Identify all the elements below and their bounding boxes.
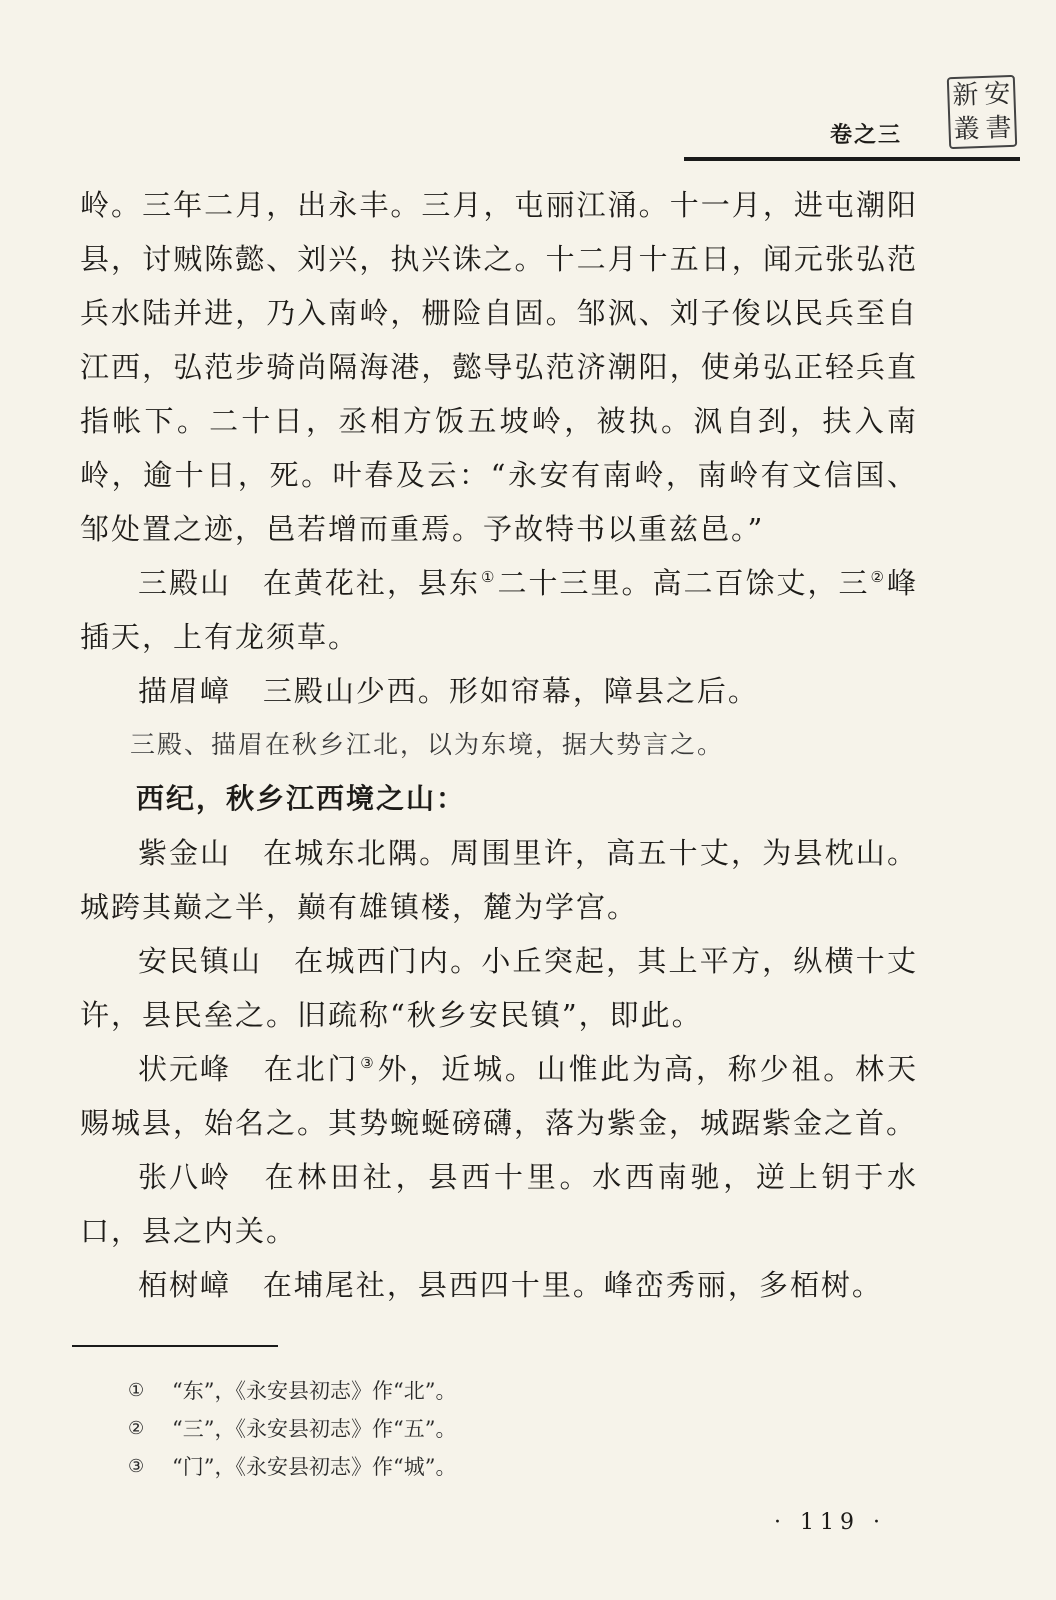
seal-char: 新	[951, 80, 979, 112]
entry-name: 三殿山	[138, 566, 232, 600]
main-text	[80, 178, 918, 1312]
footnote-mark: ②	[128, 1418, 145, 1439]
continuation-paragraph: 岭。三年二月，出永丰。三月，屯丽江涌。十一月，进屯潮阳县，讨贼陈懿、刘兴，执兴诛之。十二月十五日，闻元张弘范兵水陆并进，乃入南岭，栅险自固。邹沨、刘子俊以民兵至自江西，弘范步骑尚隔海港，懿导弘范济潮阳，使弟弘正轻兵直指帐下。二十日，丞相方饭五坡岭，被执。沨自刭，扶入南岭，逾十日，死。叶春及云：“永安有南岭，南岭有文信国、邹处置之迹，邑若增而重焉。予故特书以重兹邑。”	[80, 188, 918, 546]
entry-miaomeizhang: 描眉嶂 三殿山少西。形如帘幕，障县之后。	[80, 664, 918, 718]
footnote-mark: ③	[128, 1456, 145, 1477]
footnote-ref[interactable]: ①	[480, 568, 497, 587]
entry-name: 栢树嶂	[138, 1268, 232, 1302]
commentary-note: 三殿、描眉在秋乡江北，以为东境，据大势言之。	[130, 730, 725, 759]
entry-zijinshan: 紫金山 在城东北隅。周围里许，高五十丈，为县枕山。城跨其巅之半，巅有雄镇楼，麓为学宫。	[80, 826, 918, 934]
footnote-text: “门”，《永安县初志》作“城”。	[172, 1455, 457, 1479]
footnote-mark: ①	[128, 1380, 145, 1401]
footnote-text: “东”，《永安县初志》作“北”。	[172, 1379, 457, 1403]
entry-baishuzhang: 栢树嶂 在埔尾社，县西四十里。峰峦秀丽，多栢树。	[80, 1258, 918, 1312]
entry-zhuangyuanfeng: 状元峰 在北门③外，近城。山惟此为高，称少祖。林天赐城县，始名之。其势蜿蜒磅礴，落为紫金，城踞紫金之首。	[80, 1042, 918, 1150]
section-heading: 西纪，秋乡江西境之山：	[136, 782, 467, 815]
entry-name: 安民镇山	[138, 944, 263, 978]
entry-zhangbaling: 张八岭 在林田社，县西十里。水西南驰，逆上钥于水口，县之内关。	[80, 1150, 918, 1258]
seal-char: 叢	[953, 114, 981, 145]
seal-char: 書	[985, 112, 1013, 144]
series-seal-logo	[947, 75, 1017, 149]
seal-char: 安	[983, 79, 1011, 110]
entry-sandianshan: 三殿山 在黄花社，县东①二十三里。高二百馀丈，三②峰插天，上有龙须草。	[80, 556, 918, 664]
footnote-ref[interactable]: ③	[360, 1054, 377, 1073]
page-number: · 119 ·	[774, 1510, 886, 1535]
footnote-item	[128, 1410, 828, 1448]
entry-name: 张八岭	[138, 1160, 232, 1194]
footnote-ref[interactable]: ②	[870, 568, 886, 587]
entry-name: 紫金山	[138, 836, 232, 870]
footnote-item	[128, 1448, 828, 1486]
entry-name: 描眉嶂	[138, 674, 232, 708]
footnote-rule	[72, 1345, 278, 1347]
entry-anminzhenshan: 安民镇山 在城西门内。小丘突起，其上平方，纵横十丈许，县民垒之。旧疏称“秋乡安民镇”，即此。	[80, 934, 918, 1042]
header-rule	[684, 157, 1020, 161]
footnotes	[128, 1372, 828, 1486]
entry-name: 状元峰	[138, 1052, 232, 1086]
chapter-title: 卷之三	[830, 123, 903, 148]
footnote-item	[128, 1372, 828, 1410]
footnote-text: “三”，《永安县初志》作“五”。	[172, 1417, 457, 1441]
